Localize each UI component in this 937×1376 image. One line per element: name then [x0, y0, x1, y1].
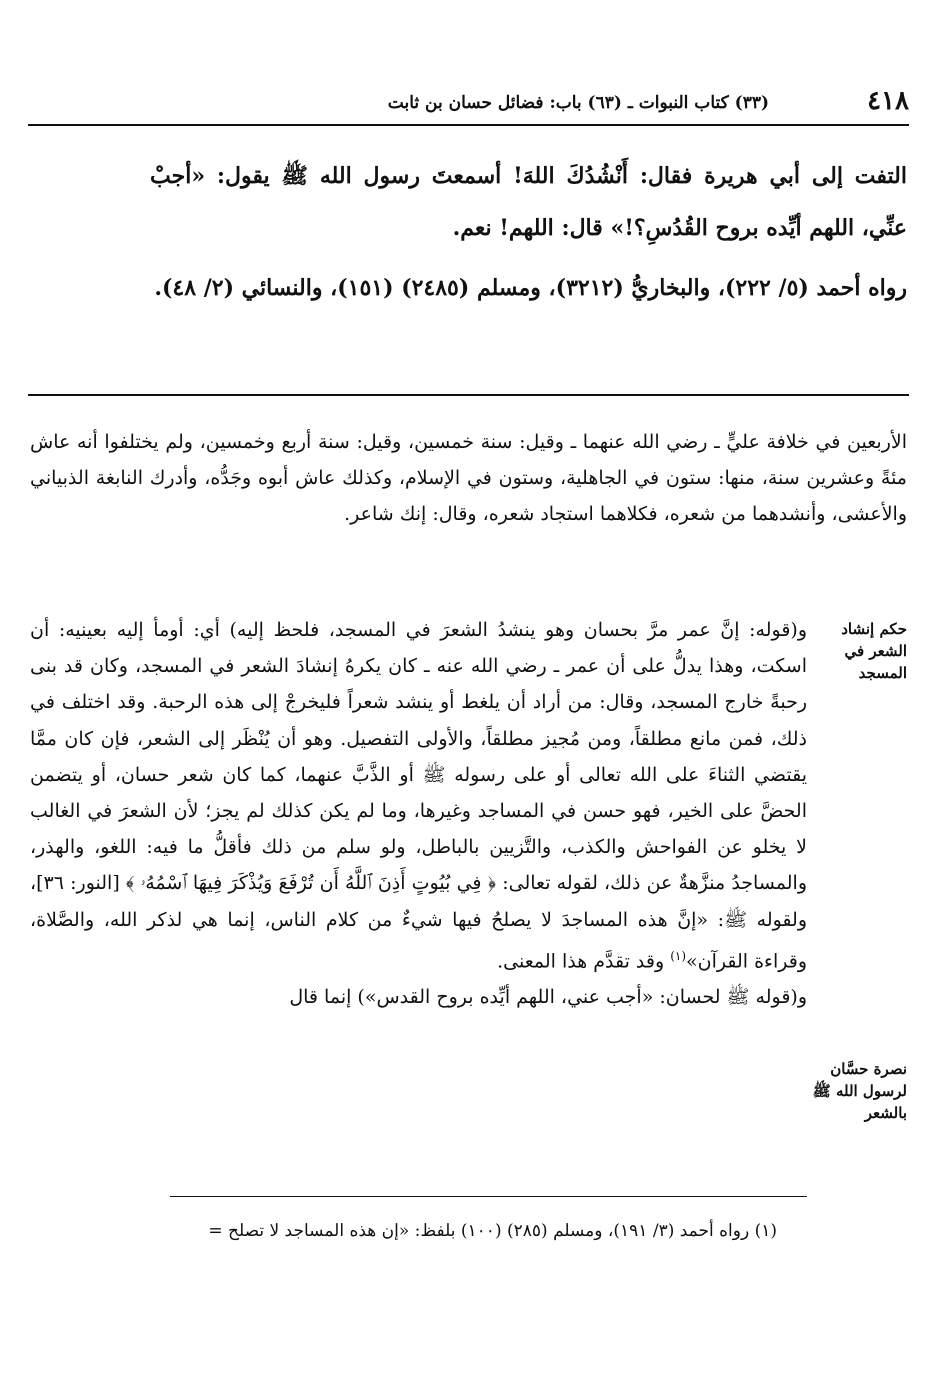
commentary-body: [30, 612, 807, 1016]
header-divider: [28, 124, 909, 126]
hadith-takhrij: رواه أحمد (٥/ ٢٢٢)، والبخاريُّ (٣٢١٢)، ومسلم (٢٤٨٥) (١٥١)، والنسائي (٢/ ٤٨).: [154, 275, 907, 301]
commentary-paragraph-2-end: وقد تقدَّم هذا المعنى.: [497, 950, 671, 973]
margin-note-hassan-support: نصرة حسَّان لرسول الله ﷺ بالشعر: [812, 1060, 907, 1122]
page-header: [170, 84, 909, 124]
footnote-marker: (١): [670, 948, 687, 963]
commentary-paragraph-2: [30, 612, 807, 979]
footnote-1: (١) رواه أحمد (٣/ ١٩١)، ومسلم (٢٨٥) (١٠٠) بلفظ: «إن هذه المساجد لا تصلح =: [208, 1221, 777, 1241]
hadith-text: التفت إلى أبي هريرة فقال: أَنْشُدُكَ اللهَ! أسمعتَ رسول الله ﷺ يقول: «أجبْ عنِّي، اللهم أيِّده بروح القُدُسِ؟!» قال: اللهم! نعم.: [150, 163, 907, 241]
section-divider: [28, 394, 909, 396]
running-title: (٣٣) كتاب النبوات ـ (٦٣) باب: فضائل حسان بن ثابت: [387, 93, 769, 113]
margin-note-poetry-in-mosque: حكم إنشاد الشعر في المسجد: [841, 620, 907, 682]
commentary-paragraph-1: الأربعين في خلافة عليٍّ ـ رضي الله عنهما ـ وقيل: سنة خمسين، وقيل: سنة أربع وخمسين، ولم يختلفوا أنه عاش مئةً وعشرين سنة، منها: ستون في الجاهلية، وستون في الإسلام، وكذلك عاش أبوه وجَدُّه، وأدرك النابغة الذبياني والأعشى، وأنشدهما من شعره، فكلاهما استجاد شعره، وقال: إنك شاعر.: [30, 431, 907, 525]
commentary-paragraph-3: و(قوله ﷺ لحسان: «أجب عني، اللهم أيِّده بروح القدس») إنما قال: [289, 986, 807, 1009]
commentary-paragraph-2-text: و(قوله: إنَّ عمر مرَّ بحسان وهو ينشدُ الشعرَ في المسجد، فلحظ إليه) أي: أومأ إليه بعينيه: أن اسكت، وهذا يدلُّ على أن عمر ـ رضي الله عنه ـ كان يكرهُ إنشادَ الشعر في المسجد، وكان قد بنى رحبةً خارج المسجد، وقال: من أراد أن يلغط أو ينشد شعراً فليخرجْ إلى هذه الرحبة. وقد اختلف في ذلك، فمن مانع مطلقاً، ومن مُجيز مطلقاً، والأولى التفصيل. وهو أن يُنْظَر إلى الشعر، فإن كان ممَّا يقتضي الثناءَ على الله تعالى أو على رسوله ﷺ أو الذَّبَّ عنهما، كما كان شعر حسان، أو يتضمن الحضَّ على الخير، فهو حسن في المساجد وغيرها، وما لم يكن كذلك لم يجز؛ لأن الشعرَ في الغالب لا يخلو عن الفواحش والكذب، والتَّزيين بالباطل، ولو سلم من ذلك فأقلُّ ما فيه: اللغو، والهذر، والمساجدُ منزَّهةٌ عن ذلك، لقوله تعالى: ﴿ فِي بُيُوتٍ أَذِنَ ٱللَّهُ أَن تُرْفَعَ وَيُذْكَرَ فِيهَا ٱسْمُهُۥ ﴾ [النور: ٣٦]، ولقوله ﷺ: «إنَّ هذه المساجدَ لا يصلحُ فيها شيءٌ من كلام الناس، إنما هي لذكر الله، والصَّلاة، وقراءة القرآن»: [30, 619, 807, 973]
footnote-divider: [170, 1196, 807, 1197]
page-number: ٤١٨: [867, 86, 909, 116]
